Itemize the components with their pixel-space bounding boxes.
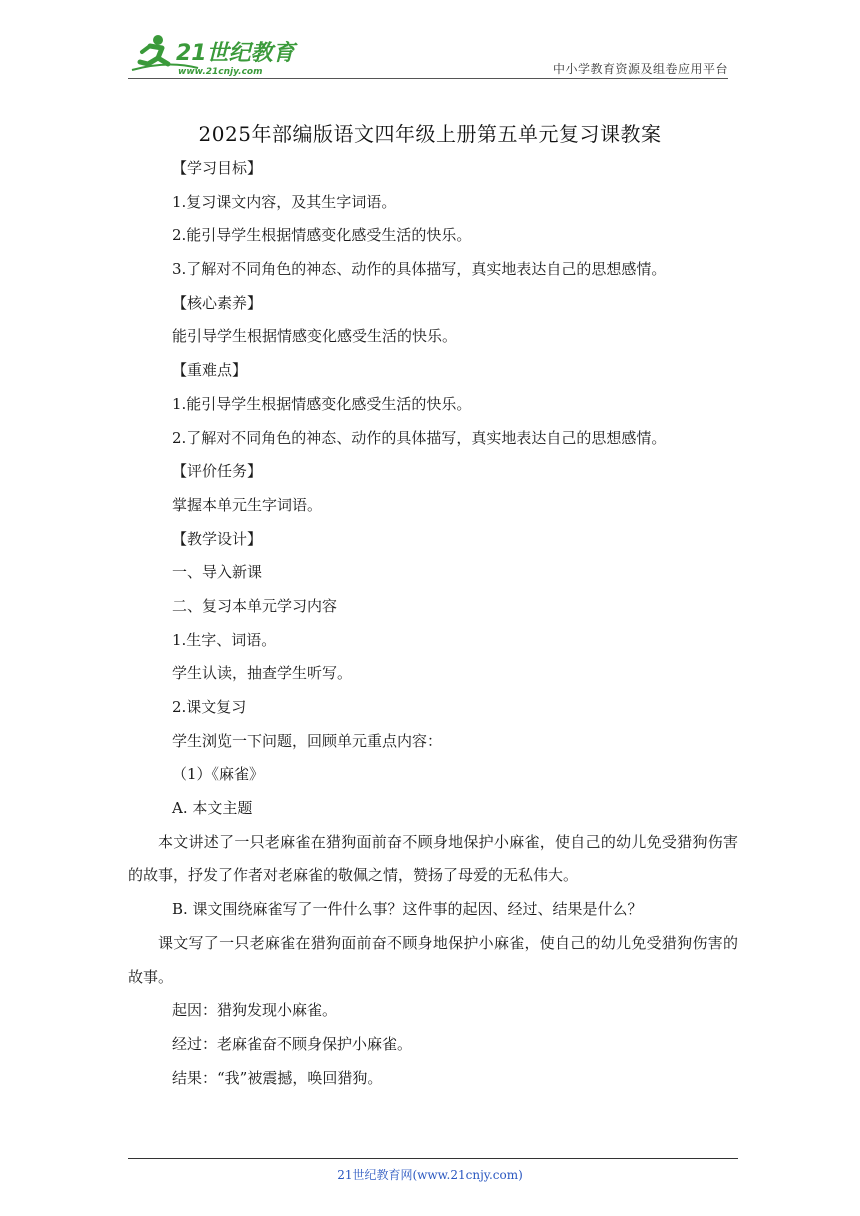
- key-item: 1.能引导学生根据情感变化感受生活的快乐。: [172, 394, 472, 413]
- eval-heading: 【评价任务】: [172, 462, 263, 481]
- process-line: 经过：老麻雀奋不顾身保护小麻雀。: [172, 1034, 413, 1053]
- question-label: A. 本文主题: [172, 799, 253, 818]
- question-label: B. 课文围绕麻雀写了一件什么事？这件事的起因、经过、结果是什么？: [172, 900, 643, 919]
- answer-paragraph: 课文写了一只老麻雀在猎狗面前奋不顾身地保护小麻雀，使自己的幼儿免受猎狗伤害的故事。: [128, 933, 738, 986]
- key-heading: 【重难点】: [172, 361, 248, 380]
- site-logo[interactable]: [128, 30, 298, 78]
- goals-heading: 【学习目标】: [172, 159, 263, 177]
- cause-line: 起因：猎狗发现小麻雀。: [172, 1001, 338, 1020]
- design-step: 二、复习本单元学习内容: [172, 596, 338, 615]
- svg-text:21世纪教育: 21世纪教育: [176, 41, 295, 66]
- goal-item: 1.复习课文内容，及其生字词语。: [172, 192, 397, 211]
- key-item: 2.了解对不同角色的神态、动作的具体描写，真实地表达自己的思想感情。: [172, 428, 667, 447]
- goal-item: 3.了解对不同角色的神态、动作的具体描写，真实地表达自己的思想感情。: [172, 260, 667, 279]
- page-header: [128, 30, 728, 80]
- result-line: 结果：“我”被震撼，唤回猎狗。: [172, 1068, 383, 1087]
- design-step: 一、导入新课: [172, 563, 263, 582]
- footer-link[interactable]: 21世纪教育网(www.21cnjy.com): [337, 1168, 523, 1182]
- header-divider: [128, 78, 728, 79]
- design-heading: 【教学设计】: [172, 529, 263, 548]
- core-heading: 【核心素养】: [172, 293, 263, 312]
- design-substep: 2.课文复习: [172, 698, 247, 716]
- design-substep: 1.生字、词语。: [172, 630, 277, 649]
- goal-item: 2.能引导学生根据情感变化感受生活的快乐。: [172, 226, 472, 245]
- svg-text:www.21cnjy.com: www.21cnjy.com: [178, 67, 263, 77]
- answer-paragraph: 本文讲述了一只老麻雀在猎狗面前奋不顾身地保护小麻雀，使自己的幼儿免受猎狗伤害的故事，抒发了作者对老麻雀的敬佩之情，赞扬了母爱的无私伟大。: [128, 832, 738, 885]
- footer-divider: [128, 1158, 738, 1159]
- design-substep-text: 学生认读，抽查学生听写。: [172, 664, 353, 683]
- document-body: [128, 152, 738, 1095]
- runner-logo-icon: [128, 30, 298, 78]
- platform-name: 中小学教育资源及组卷应用平台: [552, 62, 728, 76]
- lesson-title: （1）《麻雀》: [172, 765, 265, 784]
- eval-item: 掌握本单元生字词语。: [172, 495, 323, 514]
- design-substep-text: 学生浏览一下问题，回顾单元重点内容：: [172, 731, 443, 750]
- document-title: 2025年部编版语文四年级上册第五单元复习课教案: [198, 122, 662, 146]
- core-item: 能引导学生根据情感变化感受生活的快乐。: [172, 327, 458, 346]
